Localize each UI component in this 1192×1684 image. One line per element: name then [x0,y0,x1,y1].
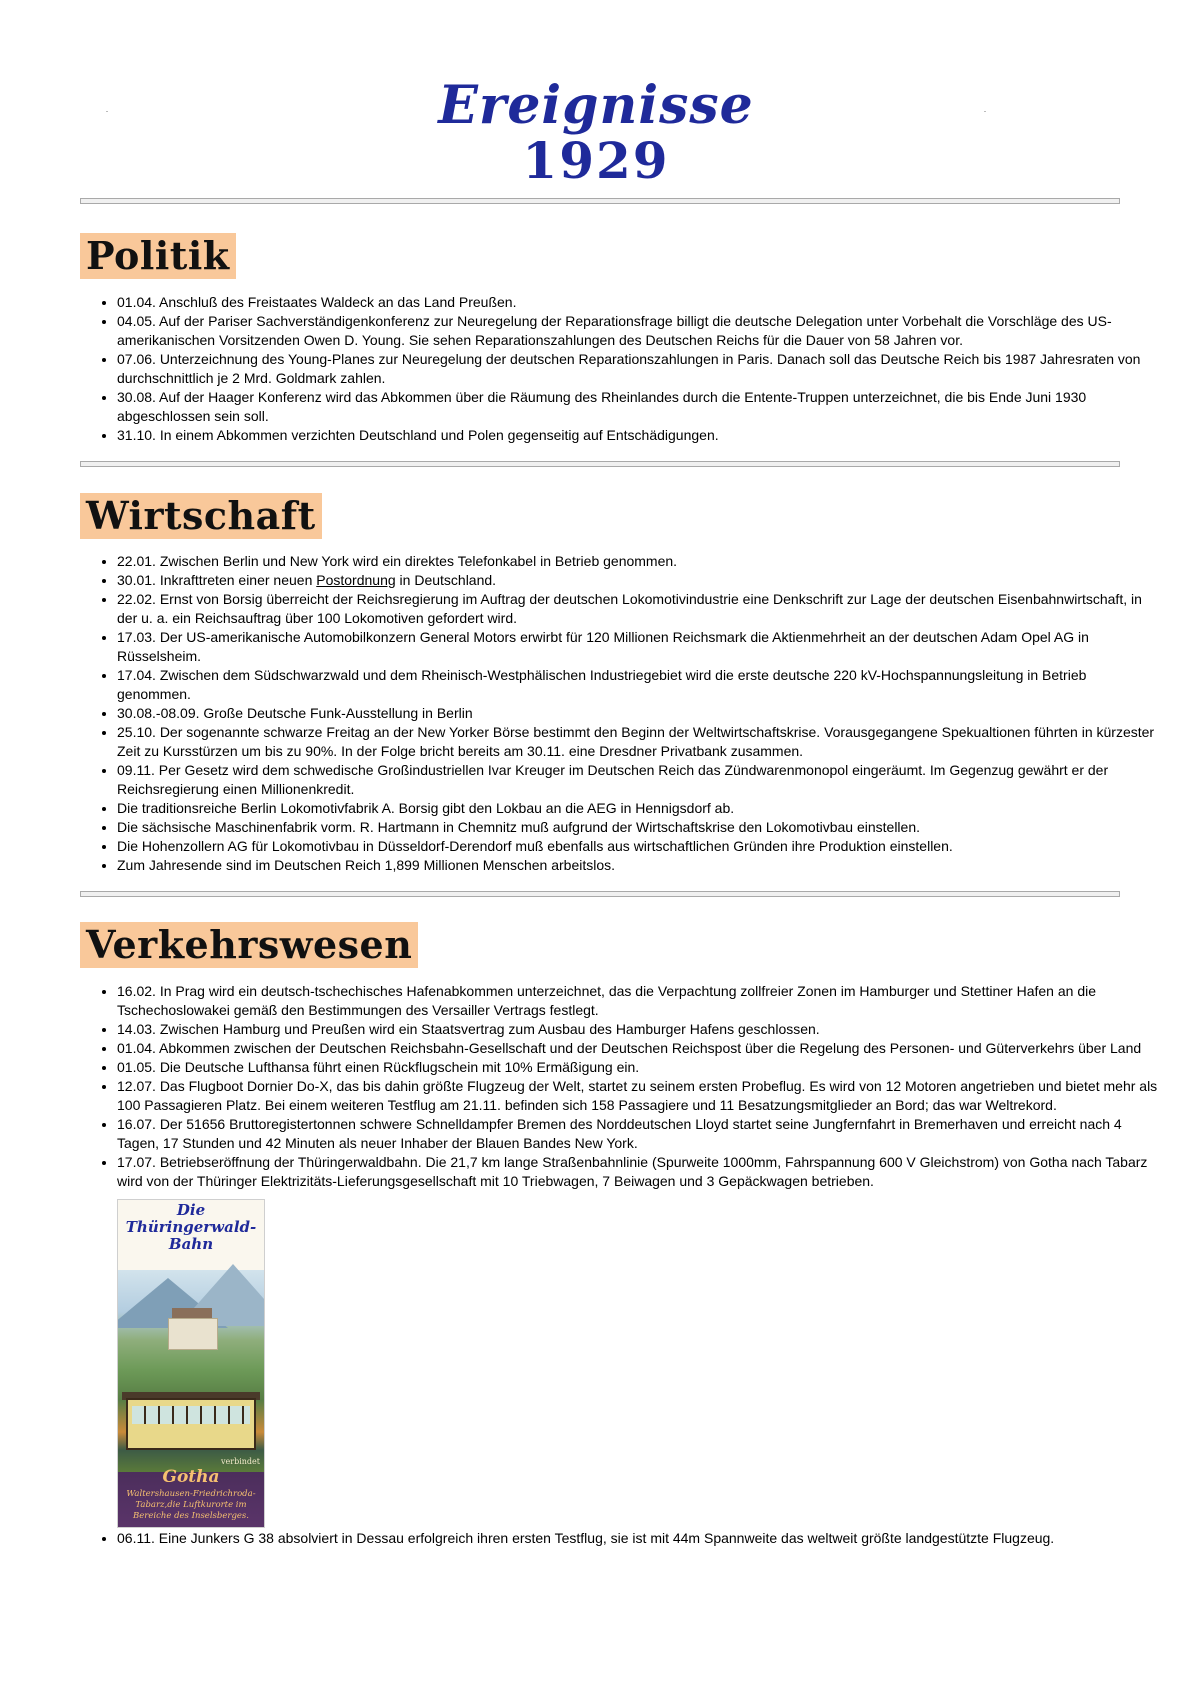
poster-city: Gotha [162,1467,220,1487]
poster-castle-roof [172,1308,212,1318]
poster-title [118,1202,264,1253]
list-item: • 06.11. Eine Junkers G 38 absolviert in Dessau erfolgreich ihren ersten Testflug, sie ist mit 44m Spannweite das weltweit größte landgestützte Flugzeug. [117,1529,1159,1548]
heading-politik: Politik [80,233,236,279]
poster-title-line: Die [176,1201,206,1219]
list-item: • Die Hohenzollern AG für Lokomotivbau in Düsseldorf-Derendorf muß ebenfalls aus wirtschaftlichen Gründen ihre Produktion einstellen. [117,837,1159,856]
list-wirtschaft [80,552,1159,875]
list-item: • 07.06. Unterzeichnung des Young-Planes zur Neuregelung der deutschen Reparationszahlungen in Paris. Danach soll das Deutsche Reich bis 1987 Jahresraten von durchschnittlich je 2 Mrd. Goldmark zahlen. [117,350,1159,388]
list-item: • 14.03. Zwischen Hamburg und Preußen wird ein Staatsvertrag zum Ausbau des Hamburger Hafens geschlossen. [117,1020,1159,1039]
heading-wirtschaft: Wirtschaft [80,493,322,539]
poster-subtitle-line: Waltershausen-Friedrichroda- [126,1489,256,1499]
list-item: • 31.10. In einem Abkommen verzichten Deutschland und Polen gegenseitig auf Entschädigungen. [117,426,1159,445]
poster-subtitle [120,1489,262,1522]
poster-subtitle-line: Bereiche des Inselsberges. [133,1511,249,1521]
list-item [117,571,1159,590]
list-item: • 17.07. Betriebseröffnung der Thüringerwaldbahn. Die 21,7 km lange Straßenbahnlinie (Spurweite 1000mm, Fahrspannung 600 V Gleichstrom) von Gotha nach Tabarz wird von der Thüringer Elektrizitäts-Lieferungsgesellschaft mit 10 Triebwagen, 7 Beiwagen und 3 Gepäckwagen betrieben. [117,1153,1159,1191]
list-item: • 12.07. Das Flugboot Dornier Do-X, das bis dahin größte Flugzeug der Welt, startet zu seinem ersten Probeflug. Es wird von 12 Motoren angetrieben und bietet mehr als 100 Passagieren Platz. Bei einem weiteren Testflug am 21.11. befinden sich 158 Passagiere und 11 Besatzungsmitglieder an Bord; das war Weltrekord. [117,1077,1159,1115]
list-item: • 04.05. Auf der Pariser Sachverständigenkonferenz zur Neuregelung der Reparationsfrage billigt die deutsche Delegation unter Vorbehalt die Vorschläge des US-amerikanischen Vorsitzenden Owen D. Young. Sie sehen Reparationszahlungen des Deutschen Reichs für die Dauer von 58 Jahren vor. [117,312,1159,350]
divider-1 [80,461,1120,467]
list-item: • 01.05. Die Deutsche Lufthansa führt einen Rückflugschein mit 10% Ermäßigung ein. [117,1058,1159,1077]
poster-tram-windows [132,1406,250,1424]
poster-verbindet: verbindet [221,1457,260,1466]
poster-title-line: Thüringerwald- [125,1218,257,1236]
list-item-text: 30.01. Inkrafttreten einer neuen [117,572,317,588]
list-item: • 22.02. Ernst von Borsig überreicht der Reichsregierung im Auftrag der deutschen Lokomotivindustrie eine Denkschrift zur Lage der deutschen Eisenbahnwirtschaft, in der u. a. ein Reichsauftrag über 100 Lokomotiven gefordert wird. [117,590,1159,628]
list-item-text: in Deutschland. [395,572,497,588]
list-item: • 09.11. Per Gesetz wird dem schwedische Großindustriellen Ivar Kreuger im Deutschen Reich das Zündwarenmonopol eingeräumt. Im Gegenzug gewährt er der Reichsregierung einen Millionenkredit. [117,761,1159,799]
list-item: • 17.04. Zwischen dem Südschwarzwald und dem Rheinisch-Westphälischen Industriegebiet wird die erste deutsche 220 kV-Hochspannungsleitung in Betrieb genommen. [117,666,1159,704]
poster-subtitle-line: Tabarz,die Luftkurorte im [135,1500,247,1510]
poster-item [117,1191,1159,1529]
list-item: • 16.02. In Prag wird ein deutsch-tschechisches Hafenabkommen unterzeichnet, das die Verpachtung zollfreier Zonen im Hamburger und Stettiner Hafen an die Tschechoslowakei gemäß den Bestimmungen des Versailler Vertrags festlegt. [117,982,1159,1020]
list-item: • 25.10. Der sogenannte schwarze Freitag an der New Yorker Börse bestimmt den Beginn der Weltwirtschaftskrise. Vorausgegangene Spekualtionen führten in kürzester Zeit zu Kursstürzen um bis zu 90%. In der Folge bricht bereits am 30.11. eine Dresdner Privatbank zusammen. [117,723,1159,761]
list-politik [80,293,1159,445]
thueringerwaldbahn-poster [117,1199,265,1528]
page-title-line1: Ereignisse [438,75,754,136]
list-item: • 17.03. Der US-amerikanische Automobilkonzern General Motors erwirbt für 120 Millionen Reichsmark die Aktienmehrheit an der deutschen Adam Opel AG in Rüsselsheim. [117,628,1159,666]
list-item: • 30.08. Auf der Haager Konferenz wird das Abkommen über die Räumung des Rheinlandes durch die Entente-Truppen unterzeichnet, die bis Ende Juni 1930 abgeschlossen sein soll. [117,388,1159,426]
list-item: • 01.04. Anschluß des Freistaates Waldeck an das Land Preußen. [117,293,1159,312]
divider-2 [80,891,1120,897]
list-item: • Die traditionsreiche Berlin Lokomotivfabrik A. Borsig gibt den Lokbau an die AEG in Hennigsdorf ab. [117,799,1159,818]
page-title-year: 1929 [522,131,670,190]
list-verkehrswesen [80,982,1159,1548]
poster-title-line: Bahn [168,1235,214,1253]
list-item: • 01.04. Abkommen zwischen der Deutschen Reichsbahn-Gesellschaft und der Deutschen Reichspost über die Regelung des Personen- und Güterverkehrs über Land [117,1039,1159,1058]
list-item: • 22.01. Zwischen Berlin und New York wird ein direktes Telefonkabel in Betrieb genommen. [117,552,1159,571]
page-title [0,75,1192,190]
postordnung-link[interactable]: Postordnung [316,572,396,588]
heading-verkehrswesen: Verkehrswesen [80,922,418,968]
poster-castle [168,1318,218,1350]
list-item: • 16.07. Der 51656 Bruttoregistertonnen schwere Schnelldampfer Bremen des Norddeutschen Lloyd startet seine Jungfernfahrt in Bremerhaven und erreicht nach 4 Tagen, 17 Stunden und 42 Minuten als neuer Inhaber der Blauen Bandes New York. [117,1115,1159,1153]
list-item: • Die sächsische Maschinenfabrik vorm. R. Hartmann in Chemnitz muß aufgrund der Wirtschaftskrise den Lokomotivbau einstellen. [117,818,1159,837]
list-item: • 30.08.-08.09. Große Deutsche Funk-Ausstellung in Berlin [117,704,1159,723]
divider-top [80,198,1120,204]
list-item: • Zum Jahresende sind im Deutschen Reich 1,899 Millionen Menschen arbeitslos. [117,856,1159,875]
